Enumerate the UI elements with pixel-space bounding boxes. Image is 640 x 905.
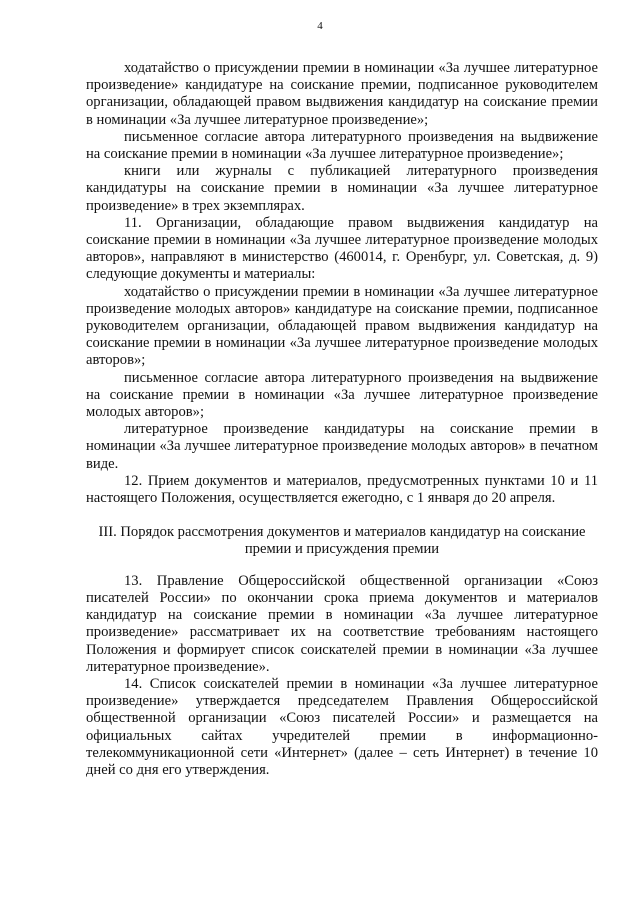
paragraph-young-petition: ходатайство о присуждении премии в номинации «За лучшее литературное произведение молодых авторов» кандидатуре на соискание премии, подписанное руководителем организации, обладающей правом выдвижения кандидатур на соискание премии в номинации «За лучшее литературное произведение молодых авторов»; <box>86 283 598 369</box>
paragraph-author-consent: письменное согласие автора литературного произведения на выдвижение на соискание премии в номинации «За лучшее литературное произведение»; <box>86 128 598 163</box>
page-content <box>86 60 598 779</box>
paragraph-item-13: 13. Правление Общероссийской общественной организации «Союз писателей России» по окончании срока приема документов и материалов кандидатур на соискание премии в номинации «За лучшее литературное произведение» рассматривает их на соответствие требованиям настоящего Положения и формирует список соискателей премии в номинации «За лучшее литературное произведение». <box>86 572 598 675</box>
paragraph-item-14: 14. Список соискателей премии в номинации «За лучшее литературное произведение» утверждается председателем Правления Общероссийской общественной организации «Союз писателей России» и размещается на официальных сайтах учредителей премии в информационно-телекоммуникационной сети «Интернет» (далее – сеть Интернет) в течение 10 дней со дня его утверждения. <box>86 675 598 778</box>
paragraph-young-consent: письменное согласие автора литературного произведения на выдвижение на соискание премии в номинации «За лучшее литературное произведение молодых авторов»; <box>86 369 598 421</box>
paragraph-young-work: литературное произведение кандидатуры на соискание премии в номинации «За лучшее литературное произведение молодых авторов» в печатном виде. <box>86 421 598 472</box>
page-number: 4 <box>317 20 323 32</box>
paragraph-books-journals: книги или журналы с публикацией литературного произведения кандидатуры на соискание премии в номинации «За лучшее литературное произведение» в трех экземплярах. <box>86 163 598 214</box>
section-heading: III. Порядок рассмотрения документов и материалов кандидатур на соискание премии и присуждения премии <box>98 524 586 558</box>
paragraph-item-12: 12. Прием документов и материалов, предусмотренных пунктами 10 и 11 настоящего Положения, осуществляется ежегодно, с 1 января до 20 апреля. <box>86 472 598 507</box>
paragraph-item-11: 11. Организации, обладающие правом выдвижения кандидатур на соискание премии в номинации «За лучшее литературное произведение молодых авторов», направляют в министерство (460014, г. Оренбург, ул. Советская, д. 9) следующие документы и материалы: <box>86 214 598 283</box>
paragraph-petition: ходатайство о присуждении премии в номинации «За лучшее литературное произведение» кандидатуре на соискание премии, подписанное руководителем организации, обладающей правом выдвижения кандидатур на соискание премии в номинации «За лучшее литературное произведение»; <box>86 60 598 128</box>
